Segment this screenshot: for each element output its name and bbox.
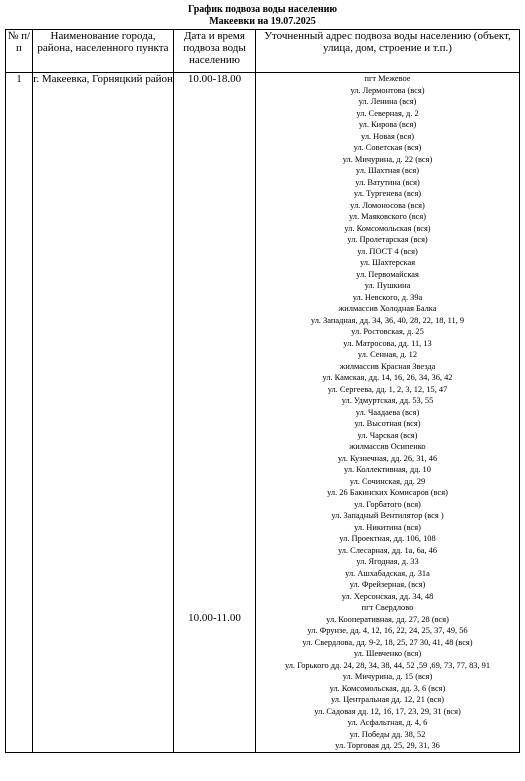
table-row	[6, 73, 520, 753]
address-line: ул. Западная, дд. 34, 36, 40, 28, 22, 18, 11, 9	[310, 315, 465, 325]
header-datetime: Дата и время подвоза воды населению	[174, 30, 256, 73]
address-line: пгт Межевое	[364, 74, 411, 83]
address-line: ул. Матросова, дд. 11, 13	[343, 338, 432, 348]
address-line: жилмассив Холодная Балка	[338, 304, 437, 313]
header-locality: Наименование города, района, населенного пункта	[33, 30, 174, 73]
address-line: ул. Свердлова, дд. 9-2, 18, 25, 27 30, 41, 48 (вся)	[302, 637, 473, 647]
address-line: ул. Ленина (вся)	[358, 97, 417, 106]
address-line: пгт Свердлово	[361, 603, 414, 612]
row-locality: г. Макеевка, Горняцкий район	[33, 73, 174, 753]
time-slot-1: 10.00-18.00	[187, 73, 242, 85]
address-line: ул. Чаадаева (вся)	[355, 407, 420, 417]
address-line: ул. Фрунзе, дд. 4, 12, 16, 22, 24, 25, 37, 49, 56	[307, 626, 468, 635]
address-line: ул. Комсомольская, дд. 3, 6 (вся)	[329, 683, 446, 693]
address-line: ул. Горбатого (вся)	[354, 499, 421, 509]
address-line: ул. Удмуртская, дд. 53, 55	[341, 396, 434, 405]
address-line: ул. Мичурина, д. 22 (вся)	[342, 154, 433, 164]
address-line: ул. Проектная, дд. 106, 108	[339, 534, 436, 543]
address-line: ул. Первомайская	[356, 269, 419, 279]
address-line: ул. Горького дд. 24, 28, 34, 38, 44, 52 ,59 ,69, 73, 77, 83, 91	[284, 660, 491, 670]
address-line: ул. Шевченко (вся)	[353, 649, 422, 658]
address-line: ул. Херсонская, дд. 34, 48	[341, 591, 434, 601]
address-line: ул. Чарская (вся)	[357, 430, 418, 440]
header-num: № п/п	[6, 30, 33, 73]
title-line-1: График подвоза воды населению	[187, 4, 337, 15]
address-line: ул. Мичурина, д. 15 (вся)	[342, 672, 433, 681]
time-slot-2: 10.00-11.00	[188, 612, 241, 624]
address-line: ул. Советская (вся)	[353, 143, 422, 152]
address-line: ул. Маяковского (вся)	[348, 212, 427, 221]
address-line: ул. Тургенева (вся)	[353, 189, 422, 198]
address-line: ул. Асфальтная, д. 4, 6	[347, 718, 428, 727]
header-address: Уточненный адрес подвоза воды населению (объект, улица, дом, строение и т.п.)	[256, 30, 520, 73]
address-line: ул. Шахтерская	[359, 258, 416, 267]
address-line: ул. Новая (вся)	[361, 131, 414, 141]
address-line: ул. Сочинская, дд. 29	[349, 476, 426, 486]
address-line: ул. Камская, дд. 14, 16, 26, 34, 36, 42	[322, 373, 453, 382]
table-header-row	[6, 30, 520, 73]
address-line: ул. Северная, д. 2	[356, 108, 419, 118]
address-line: ул. Пушкина	[364, 281, 411, 290]
address-line: ул. Невского, д. 39а	[352, 292, 423, 302]
address-line: ул. Западный Вентилятор (вся )	[331, 511, 444, 520]
address-line: ул. Торговая дд. 25, 29, 31, 36	[335, 741, 440, 750]
address-line: ул. Коллективная, дд. 10	[344, 465, 431, 474]
address-line: жилмассив Красная Звезда	[339, 361, 436, 371]
address-line: ул. Ягодная, д. 33	[356, 557, 419, 566]
water-delivery-table	[5, 29, 520, 753]
address-line: ул. Пролетарская (вся)	[347, 235, 428, 244]
address-line: ул. Шахтная (вся)	[355, 166, 420, 175]
address-line: ул. Слесарная, дд. 1а, 6а, 46	[337, 545, 438, 555]
address-line: ул. 26 Бакинских Комисаров (вся)	[327, 488, 448, 497]
address-line: ул. Ростовская, д. 25	[351, 327, 424, 336]
document-title	[0, 4, 525, 28]
address-line: ул. Победы дд. 38, 52	[349, 729, 426, 739]
address-line: ул. Кузнечная, дд. 26, 31, 46	[337, 453, 438, 463]
address-line: ул. Лермонтова (вся)	[350, 85, 425, 95]
address-line: ул. Сенная, д. 12	[357, 350, 418, 359]
address-line: ул. Никитина (вся)	[354, 522, 421, 532]
address-line: ул. Ломоносова (вся)	[350, 200, 425, 210]
address-line: ул. Фрейзерная, (вся)	[349, 580, 426, 589]
row-datetime-cell	[174, 73, 256, 753]
address-line: ул. Кооперативная, дд. 27, 28 (вся)	[326, 614, 449, 624]
title-line-2: Макеевки на 19.07.2025	[209, 16, 316, 27]
address-line: ул. Сергеева, дд. 1, 2, 3, 12, 15, 47	[327, 384, 448, 394]
address-line: ул. Комсомольская (вся)	[344, 223, 431, 233]
address-line: ул. Кирова (вся)	[358, 120, 417, 129]
address-list	[256, 73, 520, 753]
address-line: ул. Ватутина (вся)	[355, 177, 420, 187]
address-line: ул. Ашхабадская, д. 31а	[345, 568, 430, 578]
address-line: ул. Садовая дд. 12, 16, 17, 23, 29, 31 (вся)	[314, 706, 461, 716]
row-num: 1	[6, 73, 33, 753]
address-line: ул. ПОСТ 4 (вся)	[357, 246, 418, 256]
address-line: ул. Высотная (вся)	[354, 419, 421, 428]
address-line: жилмассив Осипенко	[349, 442, 426, 451]
address-line: ул. Центральная дд. 12, 21 (вся)	[330, 695, 445, 704]
